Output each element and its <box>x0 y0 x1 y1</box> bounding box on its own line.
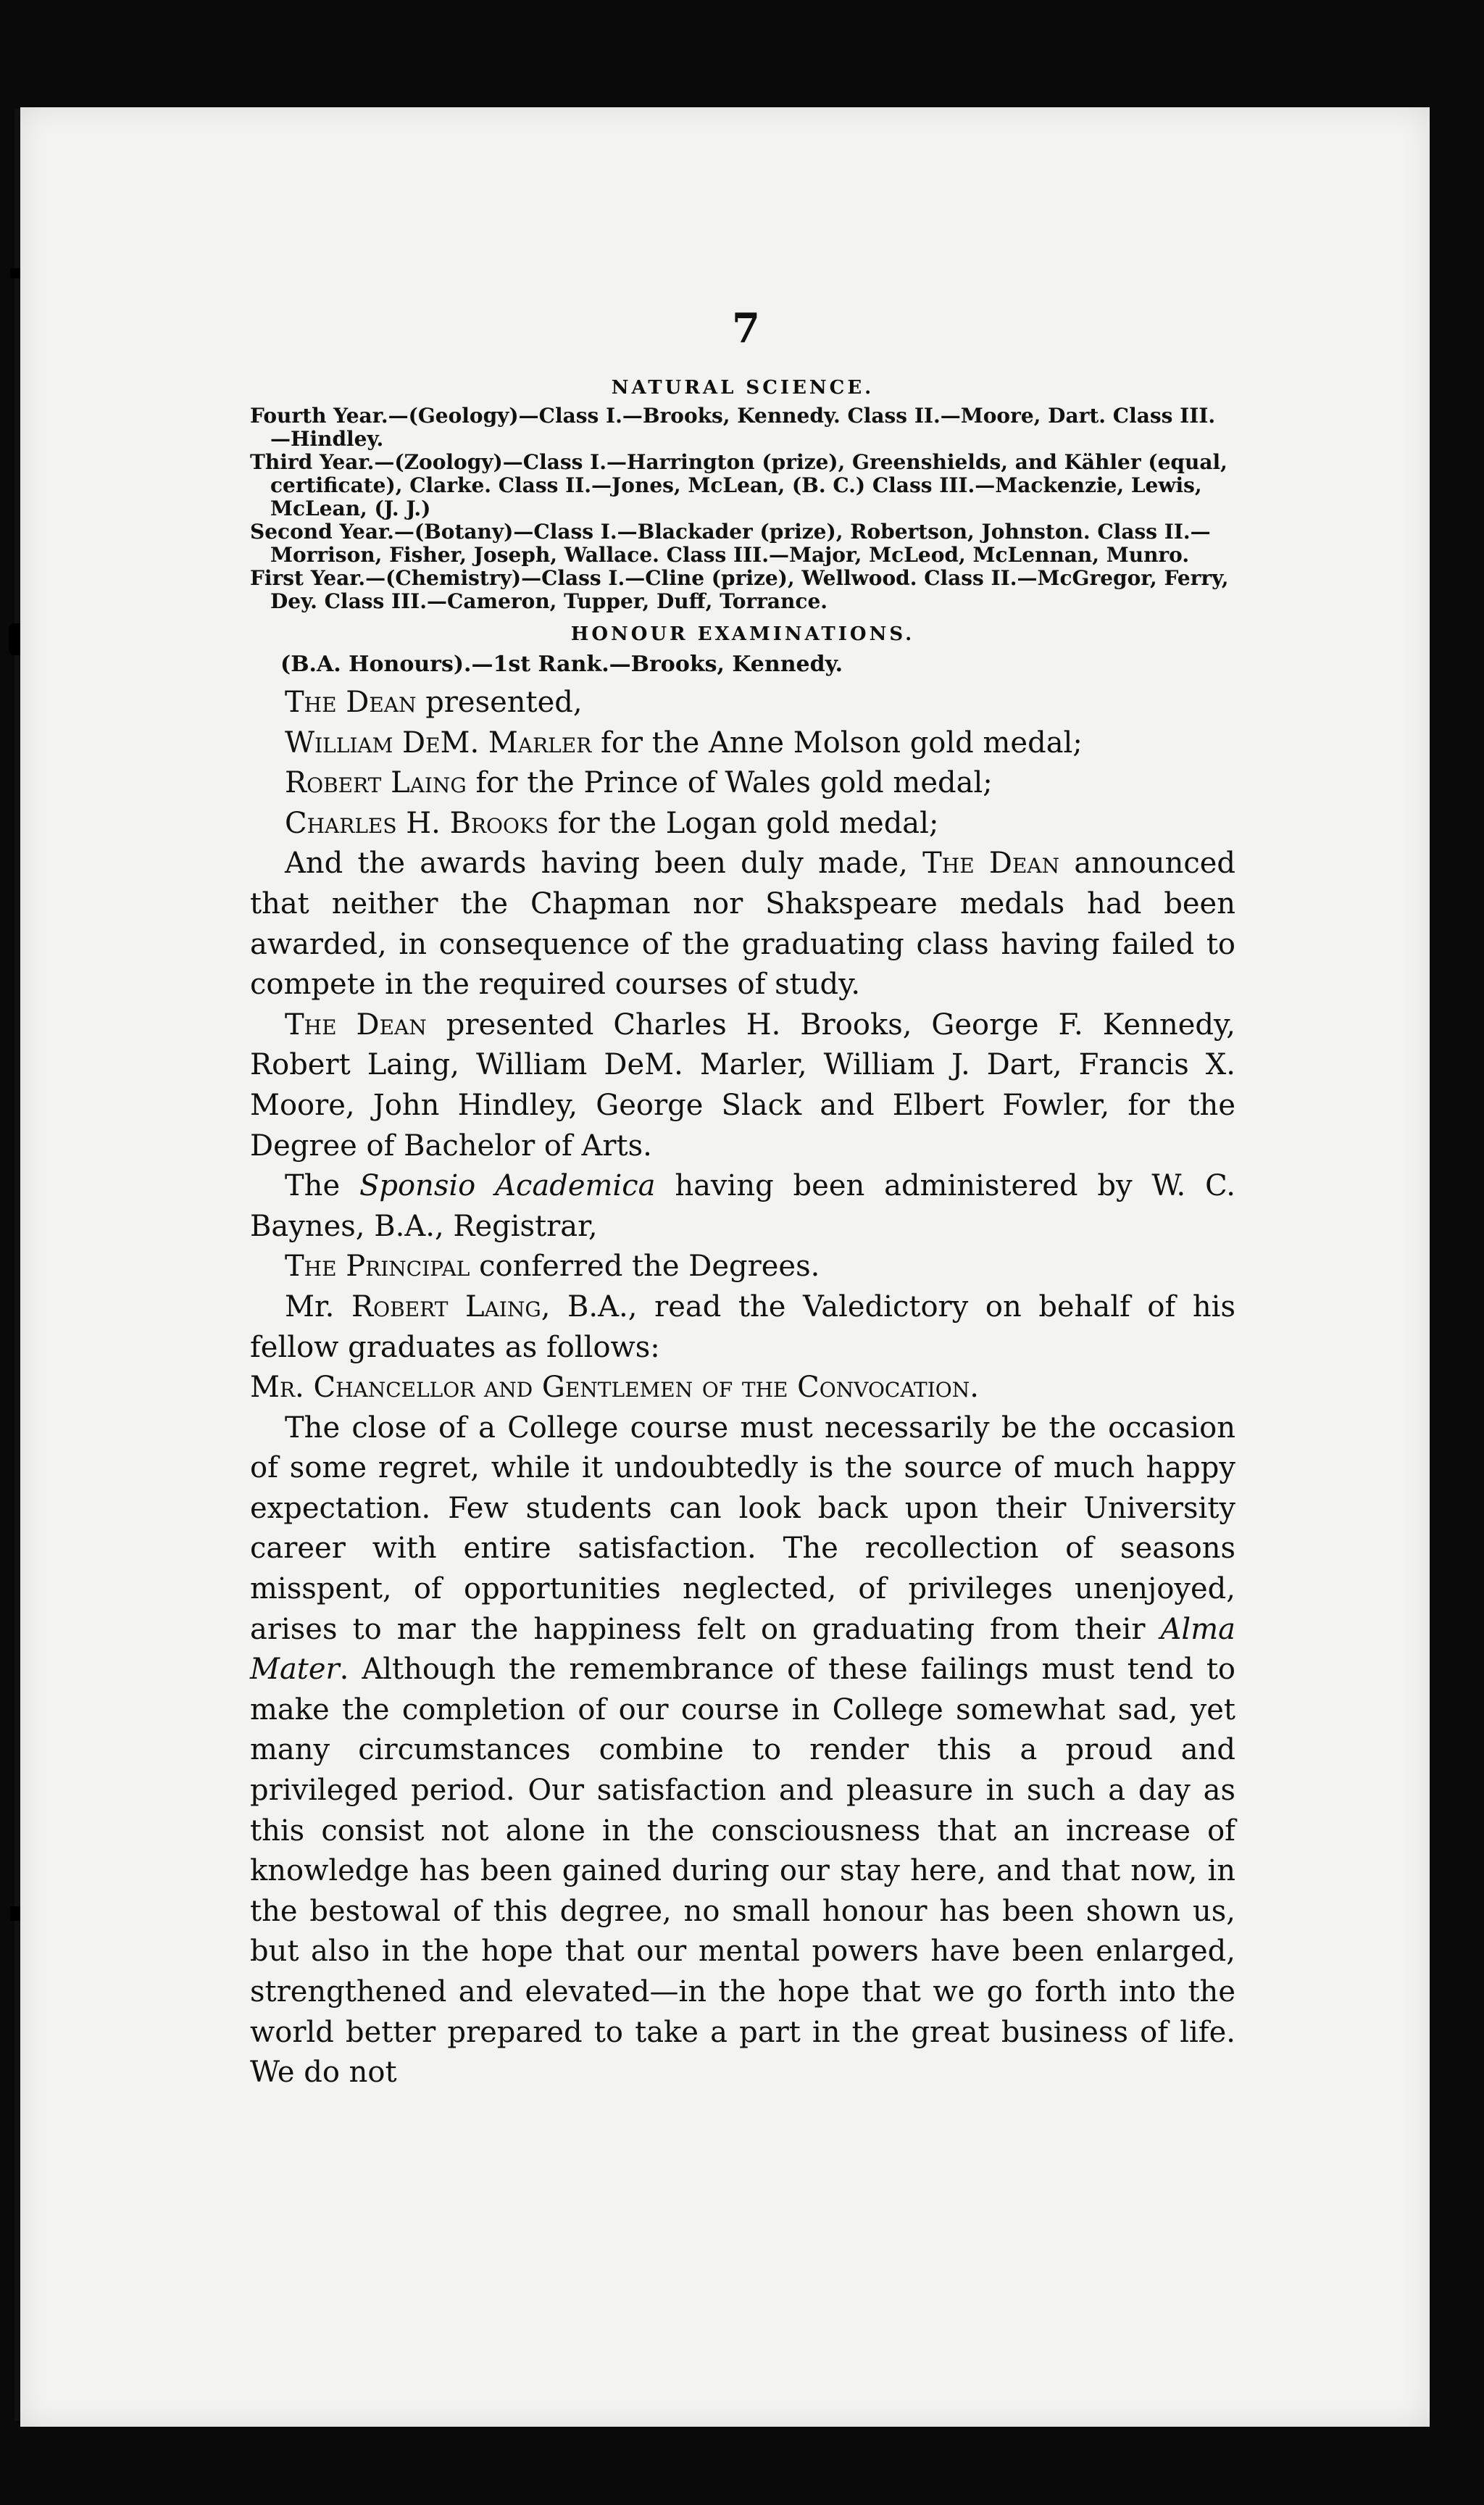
valedictory-intro-end: , B.A., read the Valedictory on behalf of his fellow graduates as follows: <box>250 1289 1235 1364</box>
principal-paragraph <box>250 1247 1235 1287</box>
awards-text-end: announced that neither the Chapman nor Shakspeare medals had been awarded, in consequence of the graduating class having failed to compete in the required courses of study. <box>250 847 1236 1002</box>
valedictory-intro-start: Mr. <box>285 1289 352 1324</box>
third-year-entry: Third Year.—(Zoology)—Class I.—Harrington (prize), Greenshields, and Kähler (equal, certificate), Clarke. Class II.—Jones, McLean, (B. C.) Class III.—Mackenzie, Lewis, McLean, (J. J.) <box>250 450 1227 520</box>
recipient-name: Robert Laing <box>285 766 467 800</box>
alma-mater: Alma Mater <box>250 1612 1235 1687</box>
degree-paragraph <box>250 1005 1235 1166</box>
recipient-name: William DeM. Marler <box>285 726 592 760</box>
principal-text: conferred the Degrees. <box>470 1250 820 1284</box>
dean-label: The Dean <box>922 847 1060 881</box>
natural-science-heading: NATURAL SCIENCE. <box>611 377 875 399</box>
sponsio-paragraph <box>250 1166 1235 1247</box>
sponsio-academica: Sponsio Academica <box>359 1169 656 1203</box>
awards-text-start: And the awards having been duly made, <box>285 847 923 881</box>
dean-label: The Dean <box>285 1008 427 1042</box>
valedictory-text-start: The close of a College course must necessarily be the occasion of some regret, while it undoubtedly is the source of much happy expectation. Few students can look back upon their University career with entire satisfaction. The recollection of seasons misspent, of opportunities neglected, of privileges unenjoyed, arises to mar the happiness felt on graduating from their <box>250 1411 1235 1646</box>
sponsio-text-start: The <box>285 1169 359 1203</box>
valedictorian-name: Robert Laing <box>351 1289 541 1324</box>
medal-award-line <box>250 763 1235 804</box>
first-year-entry: First Year.—(Chemistry)—Class I.—Cline (prize), Wellwood. Class II.—McGregor, Ferry, Dey. Class III.—Cameron, Tupper, Duff, Torrance. <box>250 566 1229 613</box>
principal-label: The Principal <box>285 1250 470 1284</box>
degree-text: presented Charles H. Brooks, George F. Kennedy, Robert Laing, William DeM. Marler, William J. Dart, Francis X. Moore, John Hindley, George Slack and Elbert Fowler, for the Degree of Bachelor of Arts. <box>250 1008 1235 1163</box>
medal-text: for the Prince of Wales gold medal; <box>466 766 993 800</box>
medal-award-line <box>250 723 1235 764</box>
address-line: Mr. Chancellor and Gentlemen of the Convocation. <box>250 1371 979 1405</box>
medal-text: for the Anne Molson gold medal; <box>591 726 1083 760</box>
fourth-year-entry: Fourth Year.—(Geology)—Class I.—Brooks, Kennedy. Class II.—Moore, Dart. Class III.—Hindley. <box>250 404 1216 451</box>
dean-presented-text: presented, <box>416 686 583 719</box>
recipient-name: Charles H. Brooks <box>285 806 549 840</box>
medal-award-line <box>250 804 1235 844</box>
dean-presented-line <box>250 683 1235 723</box>
awards-paragraph <box>250 844 1235 1005</box>
honours-ranking: (B.A. Honours).—1st Rank.—Brooks, Kennedy. <box>280 652 843 677</box>
page-content <box>250 377 1235 2093</box>
second-year-entry: Second Year.—(Botany)—Class I.—Blackader (prize), Robertson, Johnston. Class II.—Morrison, Fisher, Joseph, Wallace. Class III.—Major, McLeod, McLennan, Munro. <box>250 520 1211 567</box>
dean-label: The Dean <box>285 686 417 719</box>
honour-examinations-heading: HONOUR EXAMINATIONS. <box>570 623 915 645</box>
page-number: 7 <box>732 304 760 352</box>
valedictory-paragraph <box>250 1408 1235 2093</box>
valedictory-text-end: . Although the remembrance of these failings must tend to make the completion of our course in College somewhat sad, yet many circumstances combine to render this a proud and privileged period. Our satisfaction and pleasure in such a day as this consist not alone in the consciousness that an increase of knowledge has been gained during our stay here, and that now, in the bestowal of this degree, no small honour has been shown us, but also in the hope that our mental powers have been enlarged, strengthened and elevated—in the hope that we go forth into the world better prepared to take a part in the great business of life. We do not <box>250 1653 1235 2090</box>
valedictory-intro <box>250 1287 1235 1368</box>
sponsio-text-end: having been administered by W. C. Baynes, B.A., Registrar, <box>250 1169 1236 1243</box>
medal-text: for the Logan gold medal; <box>549 806 939 840</box>
